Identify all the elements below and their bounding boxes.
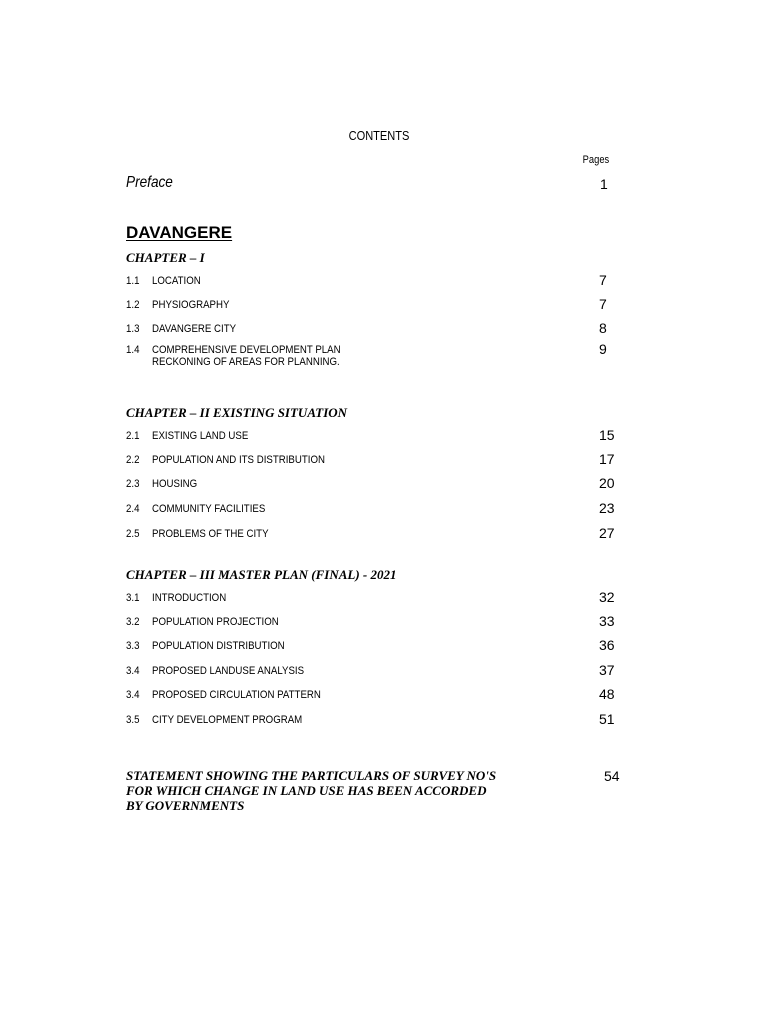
entry-label: POPULATION AND ITS DISTRIBUTION xyxy=(152,454,326,466)
entry-page: 51 xyxy=(599,711,615,727)
entry-page: 9 xyxy=(599,341,607,357)
entry-number: 1.1 xyxy=(126,275,140,287)
entry-number: 2.4 xyxy=(126,503,140,515)
entry-page: 7 xyxy=(599,296,607,312)
entry-page: 15 xyxy=(599,427,615,443)
entry-page: 27 xyxy=(599,525,615,541)
entry-number: 1.3 xyxy=(126,323,140,335)
entry-label: PROPOSED LANDUSE ANALYSIS xyxy=(152,665,305,677)
entry-page: 37 xyxy=(599,662,615,678)
statement-page: 54 xyxy=(604,768,620,784)
entry-label: POPULATION PROJECTION xyxy=(152,616,279,628)
entry-label: COMMUNITY FACILITIES xyxy=(152,503,266,515)
entry-number: 2.3 xyxy=(126,478,140,490)
statement-line: BY GOVERNMENTS xyxy=(126,798,245,813)
entry-label: PROBLEMS OF THE CITY xyxy=(152,528,269,540)
entry-page: 32 xyxy=(599,589,615,605)
entry-number: 2.5 xyxy=(126,528,140,540)
entry-number: 2.1 xyxy=(126,430,140,442)
entry-number: 3.2 xyxy=(126,616,140,628)
chapter-3-title: CHAPTER – III MASTER PLAN (FINAL) - 2021 xyxy=(126,567,397,582)
entry-label: POPULATION DISTRIBUTION xyxy=(152,640,285,652)
statement-line: STATEMENT SHOWING THE PARTICULARS OF SURVEY NO'S xyxy=(126,768,497,783)
entry-number: 1.2 xyxy=(126,299,140,311)
entry-number: 3.4 xyxy=(126,689,140,701)
chapter-1-title: CHAPTER – I xyxy=(126,250,205,265)
contents-title: CONTENTS xyxy=(348,128,410,143)
entry-page: 7 xyxy=(599,272,607,288)
preface-label: Preface xyxy=(126,174,173,191)
pages-column-label: Pages xyxy=(582,154,609,166)
entry-page: 48 xyxy=(599,686,615,702)
entry-label: EXISTING LAND USE xyxy=(152,430,249,442)
entry-page: 33 xyxy=(599,613,615,629)
entry-label-line2: RECKONING OF AREAS FOR PLANNING. xyxy=(152,356,340,368)
entry-page: 8 xyxy=(599,320,607,336)
entry-number: 3.3 xyxy=(126,640,140,652)
entry-label: INTRODUCTION xyxy=(152,592,227,604)
preface-page: 1 xyxy=(600,176,608,192)
entry-label: PHYSIOGRAPHY xyxy=(152,299,230,311)
entry-page: 20 xyxy=(599,475,615,491)
entry-label: HOUSING xyxy=(152,478,198,490)
chapter-2-title: CHAPTER – II EXISTING SITUATION xyxy=(126,405,348,420)
statement-line: FOR WHICH CHANGE IN LAND USE HAS BEEN ACCORDED xyxy=(126,783,487,798)
entry-number: 3.5 xyxy=(126,714,140,726)
entry-label: DAVANGERE CITY xyxy=(152,323,237,335)
entry-number: 3.4 xyxy=(126,665,140,677)
statement-text xyxy=(126,768,496,813)
entry-page: 23 xyxy=(599,500,615,516)
entry-page: 17 xyxy=(599,451,615,467)
entry-label: PROPOSED CIRCULATION PATTERN xyxy=(152,689,321,701)
city-heading: DAVANGERE xyxy=(126,223,233,242)
entry-number: 2.2 xyxy=(126,454,140,466)
entry-label: CITY DEVELOPMENT PROGRAM xyxy=(152,714,303,726)
entry-label: LOCATION xyxy=(152,275,201,287)
entry-page: 36 xyxy=(599,637,615,653)
entry-number: 3.1 xyxy=(126,592,140,604)
entry-number: 1.4 xyxy=(126,344,140,356)
entry-label: COMPREHENSIVE DEVELOPMENT PLAN xyxy=(152,344,341,356)
